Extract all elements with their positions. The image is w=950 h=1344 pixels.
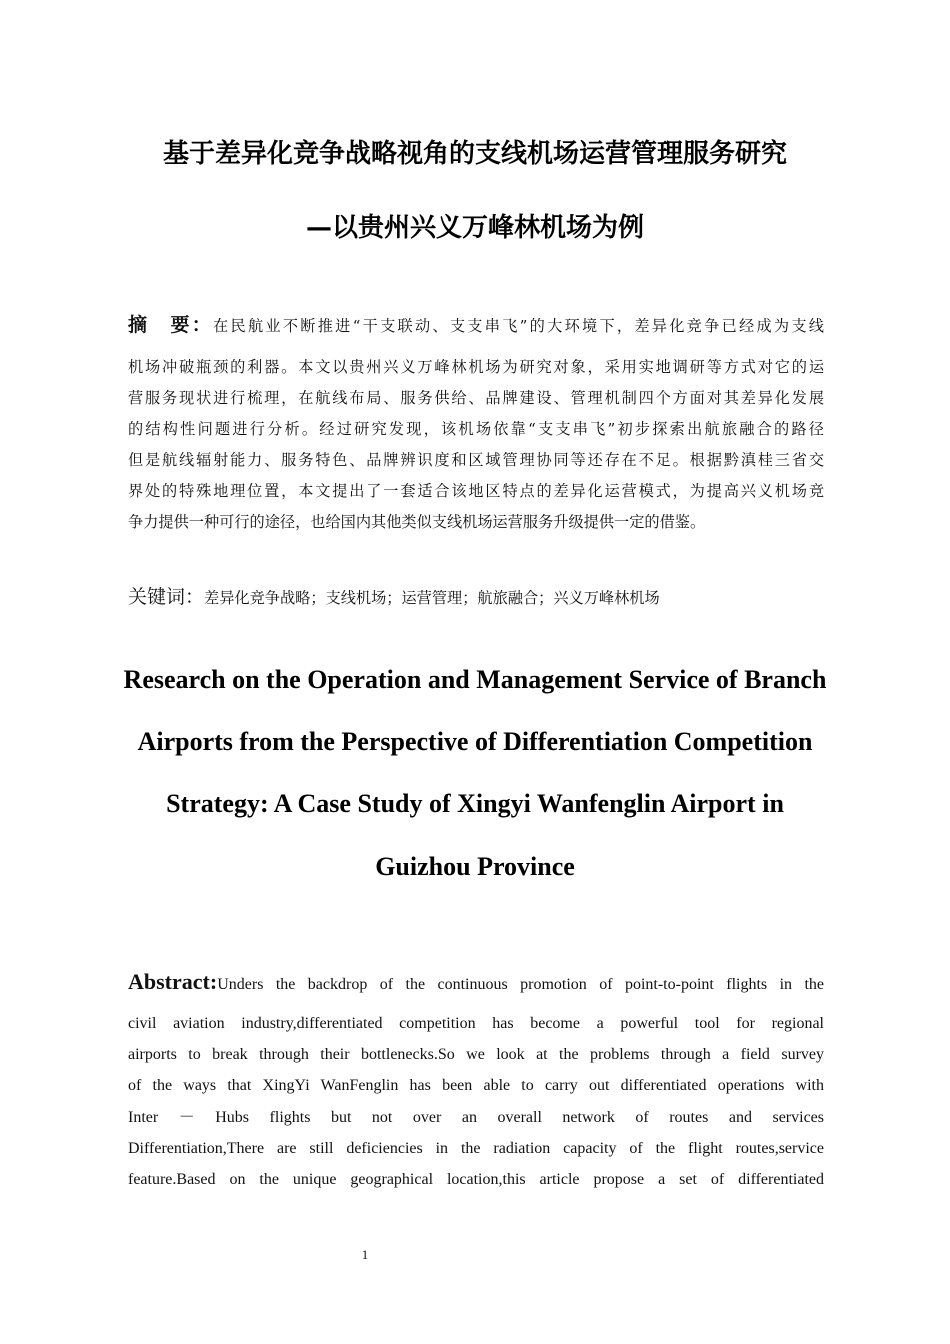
chinese-abstract-line: 争力提供一种可行的途径，也给国内其他类似支线机场运营服务升级提供一定的借鉴。 [128, 513, 706, 531]
english-abstract-line: civil aviation industry,differentiated competition has become a powerful tool for regional [128, 1015, 824, 1032]
english-abstract-line: feature.Based on the unique geographical location,this article propose a set of differentiated [128, 1171, 824, 1188]
english-abstract-line [128, 968, 824, 996]
chinese-title-line-1: 基于差异化竞争战略视角的支线机场运营管理服务研究 [162, 139, 787, 169]
chinese-keywords-label: 关键词： [128, 586, 205, 608]
chinese-abstract-line [128, 314, 824, 336]
chinese-keywords-text: 差异化竞争战略；支线机场；运营管理；航旅融合；兴义万峰林机场 [204, 589, 660, 607]
english-abstract-text: Unders the backdrop of the continuous promotion of point-to-point flights in the [217, 976, 824, 993]
chinese-title-line-2: —以贵州兴义万峰林机场为例 [305, 213, 644, 243]
chinese-abstract-line: 的结构性问题进行分析。经过研究发现，该机场依靠“支支串飞”初步探索出航旅融合的路径 [128, 420, 824, 438]
chinese-abstract-line: 界处的特殊地理位置，本文提出了一套适合该地区特点的差异化运营模式，为提高兴义机场竞 [128, 482, 824, 500]
english-title-line-1: Research on the Operation and Management Service of Branch [123, 665, 827, 694]
english-abstract-label: Abstract: [128, 969, 218, 994]
chinese-keywords-line [128, 584, 824, 610]
english-abstract-line: airports to break through their bottlenecks.So we look at the problems through a field survey [128, 1046, 824, 1063]
chinese-abstract-label: 摘 要： [128, 314, 214, 336]
chinese-abstract-line: 营服务现状进行梳理，在航线布局、服务供给、品牌建设、管理机制四个方面对其差异化发展 [128, 389, 824, 407]
english-abstract-line: Differentiation,There are still deficiencies in the radiation capacity of the flight routes,service [128, 1140, 824, 1157]
english-abstract-line: Inter － Hubs flights but not over an overall network of routes and services [128, 1109, 824, 1126]
chinese-abstract-line: 机场冲破瓶颈的利器。本文以贵州兴义万峰林机场为研究对象，采用实地调研等方式对它的运 [128, 358, 824, 376]
english-title-line-2: Airports from the Perspective of Differentiation Competition [137, 727, 813, 756]
chinese-abstract-text: 在民航业不断推进“干支联动、支支串飞”的大环境下，差异化竞争已经成为支线 [213, 317, 824, 335]
chinese-abstract-line: 但是航线辐射能力、服务特色、品牌辨识度和区域管理协同等还存在不足。根据黔滇桂三省交 [128, 451, 824, 469]
page-number: 1 [361, 1247, 369, 1262]
english-abstract-line: of the ways that XingYi WanFenglin has been able to carry out differentiated operations with [128, 1077, 824, 1094]
english-title-line-4: Guizhou Province [375, 852, 575, 881]
english-title-line-3: Strategy: A Case Study of Xingyi Wanfenglin Airport in [166, 789, 784, 818]
